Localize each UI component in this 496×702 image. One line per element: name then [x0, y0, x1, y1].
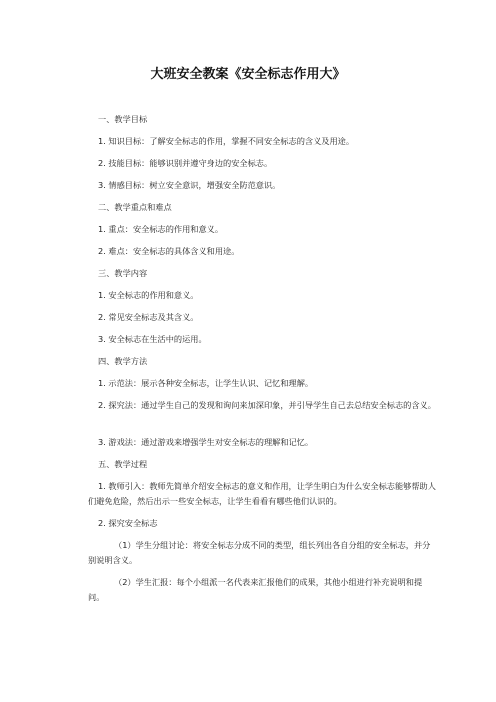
section-heading: 三、教学内容 [98, 268, 148, 278]
paragraph: 1. 教师引入：教师先简单介绍安全标志的意义和作用，让学生明白为什么安全标志能够帮助人们避免危险，然后出示一些安全标志，让学生看看有哪些他们认识的。 [88, 481, 436, 506]
paragraph: 2. 常见安全标志及其含义。 [98, 312, 199, 322]
paragraph: 3. 安全标志在生活中的运用。 [98, 334, 207, 344]
paragraph: 2. 探究法：通过学生自己的发现和询问来加深印象，并引导学生自己去总结安全标志的含义。 [98, 400, 436, 410]
paragraph: 2. 难点：安全标志的具体含义和用途。 [98, 246, 240, 256]
section-heading: 四、教学方法 [98, 356, 148, 366]
paragraph: 1. 安全标志的作用和意义。 [98, 290, 199, 300]
paragraph: （1）学生分组讨论：将安全标志分成不同的类型，组长列出各自分组的安全标志，并分别说明含义。 [88, 540, 431, 565]
section-heading: 一、教学目标 [98, 114, 148, 124]
paragraph: 2. 探究安全标志 [98, 518, 158, 528]
paragraph: 1. 重点：安全标志的作用和意义。 [98, 224, 224, 234]
paragraph: 2. 技能目标：能够识别并遵守身边的安全标志。 [98, 158, 273, 168]
section-heading: 五、教学过程 [98, 459, 148, 469]
paragraph: 3. 情感目标：树立安全意识，增强安全防范意识。 [98, 180, 281, 190]
paragraph: 1. 示范法：展示各种安全标志，让学生认识、记忆和理解。 [98, 378, 314, 388]
document-title: 大班安全教案《安全标志作用大》 [150, 67, 346, 82]
section-heading: 二、教学重点和难点 [98, 202, 172, 212]
paragraph: 3. 游戏法：通过游戏来增强学生对安全标志的理解和记忆。 [98, 437, 314, 447]
paragraph: 1. 知识目标：了解安全标志的作用，掌握不同安全标志的含义及用途。 [98, 136, 355, 146]
paragraph: （2）学生汇报：每个小组派一名代表来汇报他们的成果，其他小组进行补充说明和提问。 [88, 577, 423, 602]
